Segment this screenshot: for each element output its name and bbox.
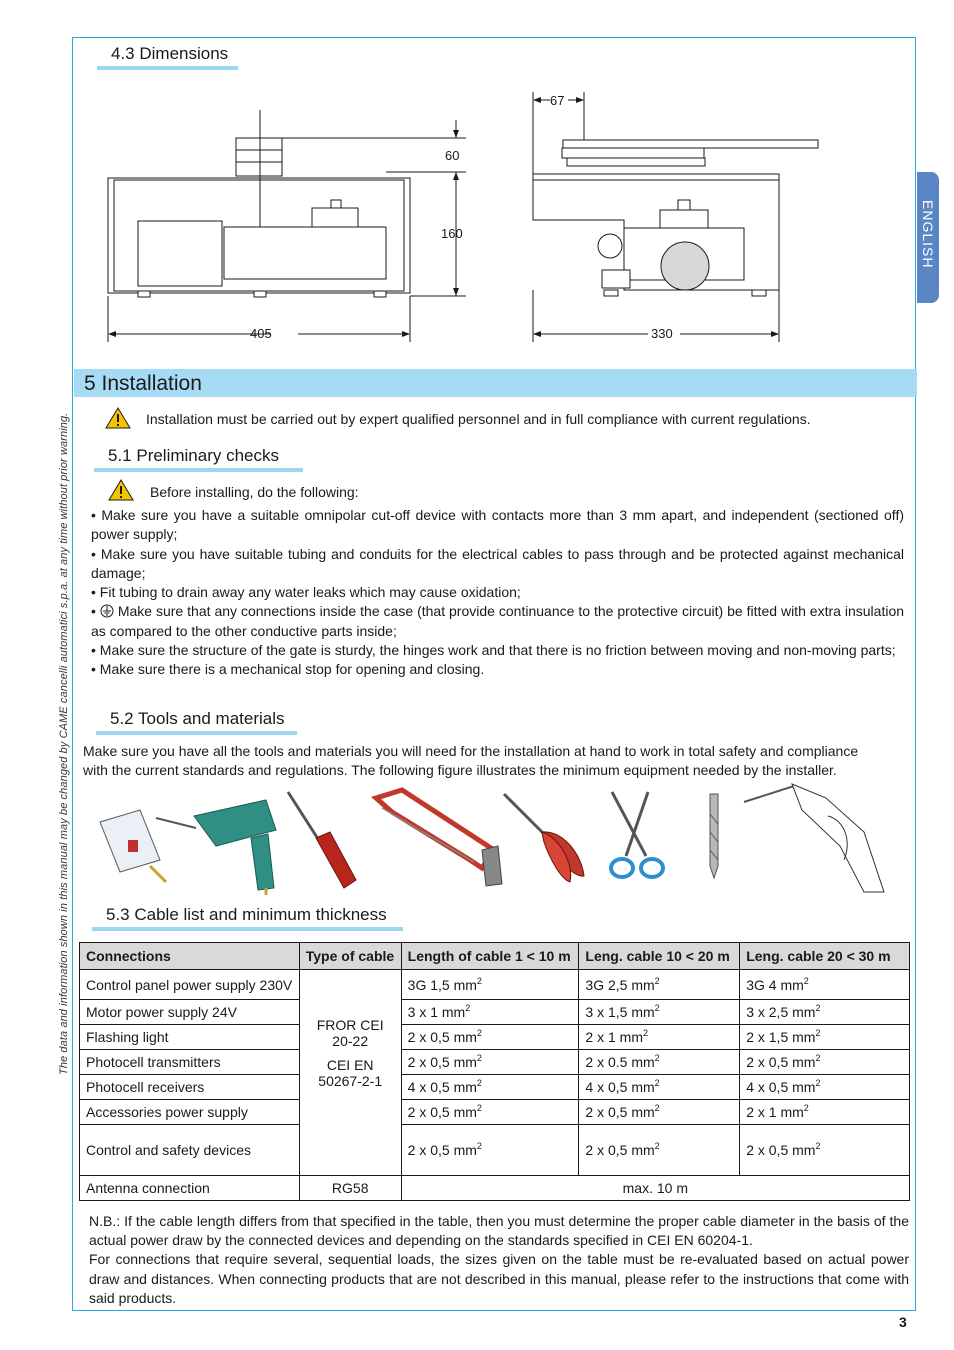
preliminary-checklist: [91, 506, 904, 680]
screwdriver-icon: [288, 792, 356, 888]
disclaimer-note: The data and information shown in this manual may be changed by CAME cancelli automatici s.p.a. at any time without prior warning.: [58, 412, 70, 1075]
cable-type-line: 50267-2-1: [318, 1072, 383, 1089]
table-cell: 2 x 1 $mm^2$: [740, 1100, 910, 1125]
dimensions-heading-text: 4.3 Dimensions: [111, 44, 229, 63]
table-cell: 3G 2,5 $mm^2$: [579, 970, 740, 1000]
drill-icon: [156, 800, 276, 895]
preliminary-warning: Before installing, do the following:: [150, 484, 359, 500]
table-cell: 2 x 0,5 $mm^2$: [401, 1050, 579, 1075]
table-row: [80, 1176, 910, 1201]
column-header: Length of cable 1 < 10 m: [401, 943, 579, 970]
drill-bit-icon: [710, 794, 718, 878]
table-row: [80, 1125, 910, 1176]
ground-symbol-icon: [100, 604, 114, 618]
connection-cell: Motor power supply 24V: [80, 1000, 300, 1025]
cable-type-line: FROR CEI: [316, 1016, 384, 1033]
bullet-mark: •: [91, 603, 96, 620]
column-header: Leng. cable 20 < 30 m: [740, 943, 910, 970]
cable-table: [79, 942, 910, 1201]
table-header-row: [80, 943, 910, 970]
table-cell: 2 x 0.5 $mm^2$: [579, 1050, 740, 1075]
tools-intro: Make sure you have all the tools and materials you will need for the installation at hand to work in total safety and compliance with the current standards and regulations. The following figure illustrates the minimum equipment needed by the installer.: [83, 743, 859, 779]
preliminary-heading-text: 5.1 Preliminary checks: [108, 446, 280, 465]
dim-body-height: 160: [441, 226, 463, 241]
heading-underline: [92, 927, 403, 931]
checklist-item: • Make sure you have a suitable omnipolar cut-off device with contacts more than 3 mm apart, and independent (sectioned off) power supply;: [91, 507, 904, 543]
table-cell: 2 x 0,5 $mm^2$: [740, 1125, 910, 1176]
checklist-item: [91, 602, 904, 641]
table-cell: max. 10 m: [401, 1176, 909, 1201]
table-row: [80, 1075, 910, 1100]
column-header: Connections: [80, 943, 300, 970]
checklist-item: • Make sure you have suitable tubing and conduits for the electrical cables to pass through and be protected against mechanical damage;: [91, 545, 904, 581]
dim-top-height: 60: [445, 148, 460, 163]
warning-icon: [108, 479, 134, 501]
dimensions-heading: [111, 44, 228, 64]
table-cell: 4 x 0,5 $mm^2$: [579, 1075, 740, 1100]
table-row: [80, 1100, 910, 1125]
cable-type-cell: [299, 970, 401, 1176]
table-row: [80, 970, 910, 1000]
notes: [89, 1212, 909, 1308]
column-header: Leng. cable 10 < 20 m: [579, 943, 740, 970]
tools-heading-text: 5.2 Tools and materials: [110, 709, 285, 728]
heading-underline: [97, 66, 238, 70]
connection-cell: Photocell receivers: [80, 1075, 300, 1100]
table-cell: 2 x 1 $mm^2$: [579, 1025, 740, 1050]
language-tab-label: ENGLISH: [920, 200, 936, 269]
table-row: [80, 1000, 910, 1025]
front-shaft-block: [236, 138, 282, 176]
connection-cell: Accessories power supply: [80, 1100, 300, 1125]
table-cell: 2 x 0,5 $mm^2$: [579, 1100, 740, 1125]
dimension-drawing: [74, 80, 844, 370]
heading-underline: [94, 468, 303, 472]
connection-cell: Antenna connection: [80, 1176, 300, 1201]
hacksaw-icon: [376, 790, 502, 886]
pliers-icon: [504, 794, 584, 882]
dim-front-width: 405: [250, 326, 272, 341]
table-cell: 3 x 1 $mm^2$: [401, 1000, 579, 1025]
table-row: [80, 1050, 910, 1075]
cables-heading-text: 5.3 Cable list and minimum thickness: [106, 905, 387, 924]
checklist-item: • Fit tubing to drain away any water leaks which may cause oxidation;: [91, 584, 521, 601]
installation-warning: Installation must be carried out by expert qualified personnel and in full compliance with current regulations.: [146, 411, 811, 427]
column-header: Type of cable: [299, 943, 401, 970]
dim-side-offset: 67: [550, 93, 565, 108]
table-row: [80, 1025, 910, 1050]
note-paragraph: For connections that require several, sequential loads, the sizes given on the table must be re-evaluated based on actual power draw and distances. When connecting products that are not described in this manual, please refer to the instructions that come with said products.: [89, 1251, 909, 1306]
checklist-item-text: Make sure that any connections inside the case (that provide continuance to the protective circuit) be fitted with extra insulation as compared to the other conductive parts inside;: [91, 603, 905, 639]
warning-icon: [105, 407, 131, 429]
side-arm: [563, 140, 818, 148]
note-paragraph: N.B.: If the cable length differs from that specified in the table, then you must determine the proper cable diameter in the basis of the actual power draw by the connected devices and depending on the standards specified in CEI EN 60204-1.: [89, 1213, 909, 1249]
language-tab[interactable]: [917, 172, 939, 303]
cable-type-cell: RG58: [299, 1176, 401, 1201]
table-cell: 2 x 0,5 $mm^2$: [740, 1050, 910, 1075]
cables-heading: [106, 905, 387, 925]
connection-cell: Flashing light: [80, 1025, 300, 1050]
installation-heading: 5 Installation: [84, 372, 202, 395]
table-cell: 2 x 0,5 $mm^2$: [401, 1025, 579, 1050]
preliminary-heading: [108, 446, 279, 466]
checklist-item: • Make sure the structure of the gate is sturdy, the hinges work and that there is no friction between moving and non-moving parts;: [91, 642, 896, 659]
checklist-item: • Make sure there is a mechanical stop for opening and closing.: [91, 661, 485, 678]
table-cell: 4 x 0,5 $mm^2$: [401, 1075, 579, 1100]
page-number: 3: [899, 1314, 907, 1330]
cable-type-line: 20-22: [332, 1032, 369, 1049]
heading-underline: [96, 731, 297, 735]
table-cell: 2 x 0,5 $mm^2$: [579, 1125, 740, 1176]
crimping-tool-icon: [744, 784, 884, 892]
cable-type-line: CEI EN: [326, 1056, 374, 1073]
connection-cell: Control and safety devices: [80, 1125, 300, 1176]
dim-side-width: 330: [651, 326, 673, 341]
connection-cell: Control panel power supply 230V: [80, 970, 300, 1000]
table-cell: 2 x 0,5 $mm^2$: [401, 1100, 579, 1125]
tools-illustration: [96, 780, 896, 895]
scissors-icon: [611, 792, 663, 877]
table-cell: 2 x 0,5 $mm^2$: [401, 1125, 579, 1176]
table-cell: 4 x 0,5 $mm^2$: [740, 1075, 910, 1100]
table-cell: 3 x 2,5 $mm^2$: [740, 1000, 910, 1025]
tape-measure-icon: [100, 810, 166, 882]
table-cell: 2 x 1,5 $mm^2$: [740, 1025, 910, 1050]
connection-cell: Photocell transmitters: [80, 1050, 300, 1075]
table-cell: 3 x 1,5 $mm^2$: [579, 1000, 740, 1025]
installation-section-bar: [74, 369, 917, 397]
tools-heading: [110, 709, 285, 729]
table-cell: 3G 4 $mm^2$: [740, 970, 910, 1000]
table-cell: 3G 1,5 $mm^2$: [401, 970, 579, 1000]
